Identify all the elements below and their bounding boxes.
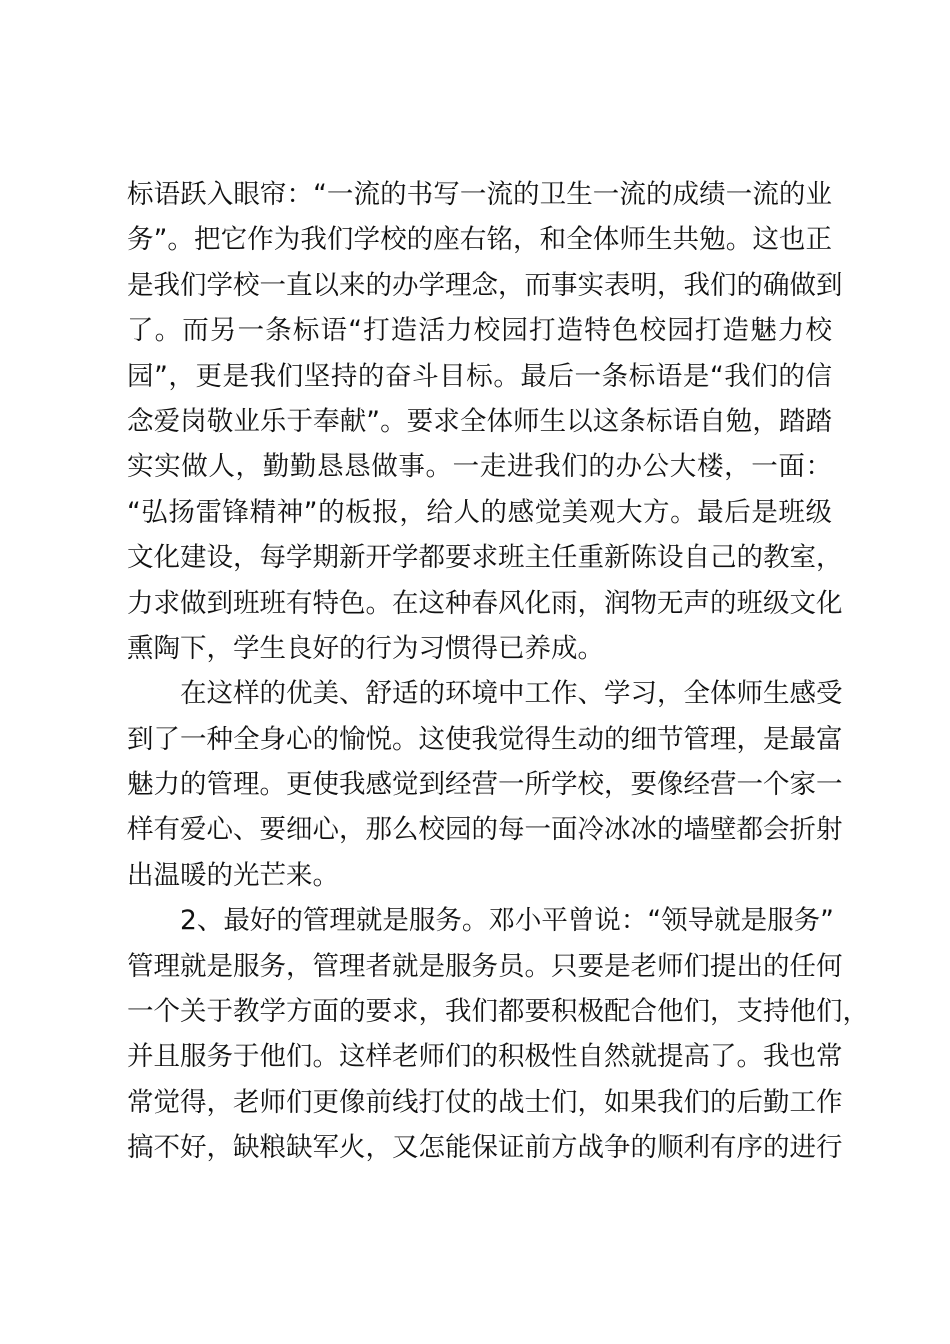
- paragraph-first-line: 在这样的优美、舒适的环境中工作、学习，全体师生感受: [180, 678, 843, 710]
- text-line: 常觉得，老师们更像前线打仗的战士们，如果我们的后勤工作: [127, 1086, 843, 1118]
- text-line: 标语跃入眼帘：“一流的书写一流的卫生一流的成绩一流的业: [127, 179, 832, 210]
- text-line: 样有爱心、要细心，那么校园的每一面冷冰冰的墙壁都会折射: [127, 814, 843, 846]
- body-text: [127, 172, 869, 1171]
- text-line: 念爱岗敬业乐于奉献”。要求全体师生以这条标语自勉，踏踏: [127, 405, 832, 437]
- text-line: 魅力的管理。更使我感觉到经营一所学校，要像经营一个家一: [127, 769, 843, 801]
- text-line: 到了一种全身心的愉悦。这使我觉得生动的细节管理，是最富: [127, 723, 843, 755]
- paragraph-end-line: 出温暖的光芒来。: [127, 859, 339, 891]
- text-line: 文化建设，每学期新开学都要求班主任重新陈设自己的教室，: [127, 542, 843, 574]
- text-line: 搞不好，缺粮缺军火，又怎能保证前方战争的顺利有序的进行: [127, 1132, 843, 1164]
- paragraph-first-line: 2、最好的管理就是服务。邓小平曾说：“领导就是服务”: [180, 905, 834, 937]
- text-line: 了。而另一条标语“打造活力校园打造特色校园打造魅力校: [127, 315, 832, 347]
- text-line: 实实做人，勤勤恳恳做事。一走进我们的办公大楼，一面：: [127, 451, 832, 483]
- text-line: 一个关于教学方面的要求，我们都要积极配合他们，支持他们，: [127, 996, 869, 1028]
- text-line: 并且服务于他们。这样老师们的积极性自然就提高了。我也常: [127, 1041, 843, 1073]
- text-line: 园”，更是我们坚持的奋斗目标。最后一条标语是“我们的信: [127, 360, 832, 392]
- text-line: 务”。把它作为我们学校的座右铭，和全体师生共勉。这也正: [127, 224, 832, 256]
- text-line: 管理就是服务，管理者就是服务员。只要是老师们提出的任何: [127, 950, 843, 982]
- paragraph-end-line: 熏陶下，学生良好的行为习惯得已养成。: [127, 632, 604, 664]
- text-line: 力求做到班班有特色。在这种春风化雨，润物无声的班级文化: [127, 587, 843, 619]
- text-line: 是我们学校一直以来的办学理念，而事实表明，我们的确做到: [127, 269, 843, 301]
- text-line: “弘扬雷锋精神”的板报，给人的感觉美观大方。最后是班级: [127, 496, 832, 528]
